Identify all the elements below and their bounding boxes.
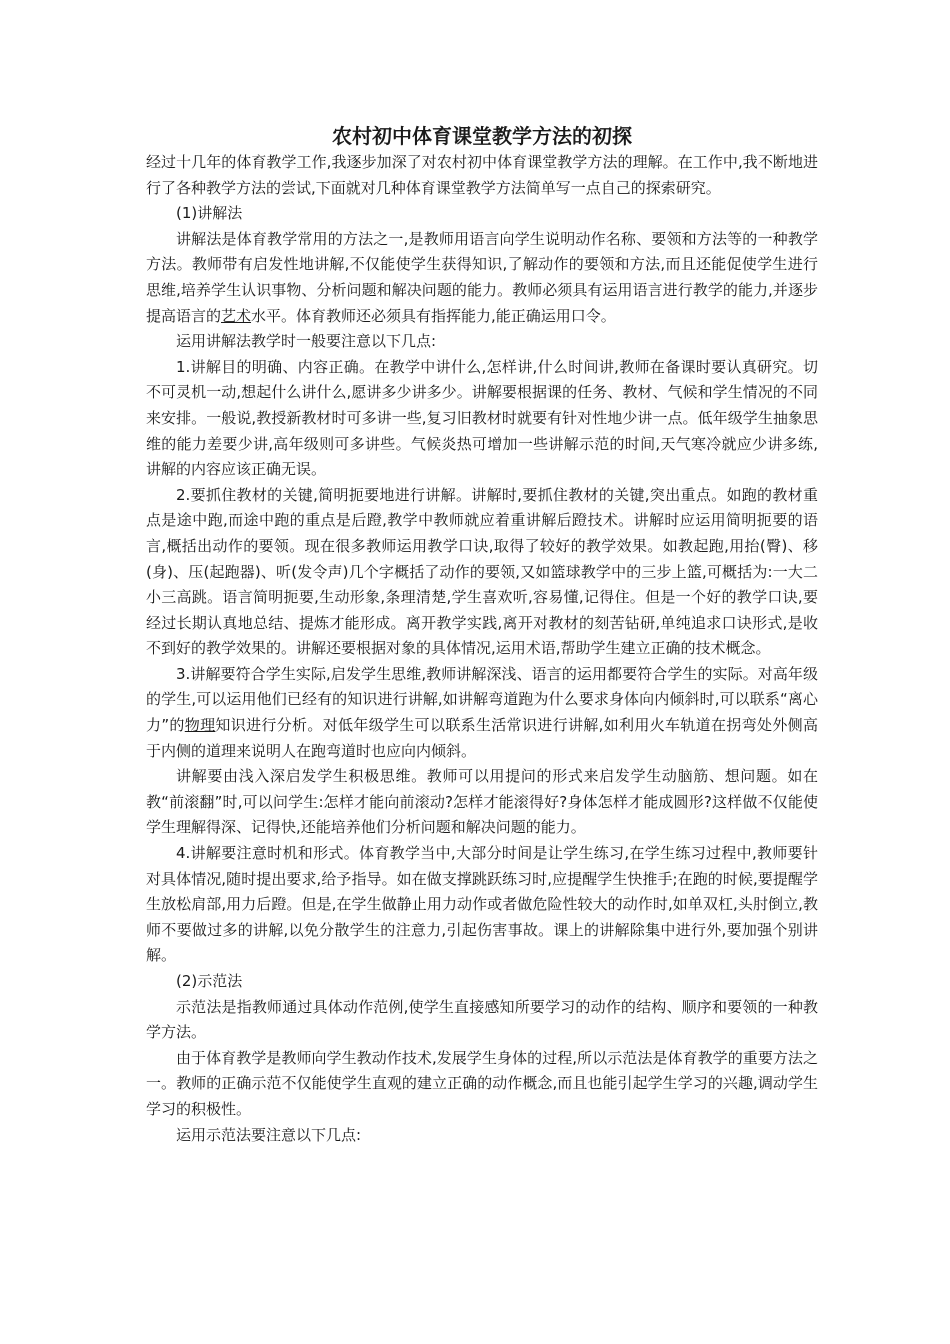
- paragraph-point-1: [146, 355, 818, 483]
- paragraph-text: 示范法是指教师通过具体动作范例,使学生直接感知所要学习的动作的结构、顺序和要领的一种教学方法。: [146, 997, 818, 1042]
- paragraph-text: 4.讲解要注意时机和形式。体育教学当中,大部分时间是让学生练习,在学生练习过程中,教师要针对具体情况,随时提出要求,给予指导。如在做支撑跳跃练习时,应提醒学生快推手;在跑的时候,要提醒学生放松肩部,用力后蹬。但是,在学生做静止用力动作或者做危险性较大的动作时,如单双杠,头肘倒立,教师不要做过多的讲解,以免分散学生的注意力,引起伤害事故。课上的讲解除集中进行外,要加强个别讲解。: [146, 844, 818, 965]
- paragraph-explanation-definition: [146, 227, 818, 329]
- paragraph-demonstration-importance: [146, 1046, 818, 1123]
- section-heading-explanation: [146, 201, 818, 227]
- paragraph-text: 2.要抓住教材的关键,简明扼要地进行讲解。讲解时,要抓住教材的关键,突出重点。如跑的教材重点是途中跑,而途中跑的重点是后蹬,教学中教师就应着重讲解后蹬技术。讲解时应运用简明扼要的语言,概括出动作的要领。现在很多教师运用教学口诀,取得了较好的教学效果。如教起跑,用抬(臀)、移(身)、压(起跑器)、听(发令声)几个字概括了动作的要领,又如篮球教学中的三步上篮,可概括为:一大二小三高跳。语言简明扼要,生动形象,条理清楚,学生喜欢听,容易懂,记得住。但是一个好的教学口诀,要经过长期认真地总结、提炼才能形成。离开教学实践,离开对教材的刻苦钻研,单纯追求口诀形式,是收不到好的教学效果的。讲解还要根据对象的具体情况,运用术语,帮助学生建立正确的技术概念。: [146, 485, 818, 658]
- paragraph-demonstration-notes: [146, 1123, 818, 1149]
- paragraph-demonstration-definition: [146, 995, 818, 1046]
- paragraph-text: 讲解要由浅入深启发学生积极思维。教师可以用提问的形式来启发学生动脑筋、想问题。如在教“前滚翻”时,可以问学生:怎样才能向前滚动?怎样才能滚得好?身体怎样才能成圆形?这样做不仅能使学生理解得深、记得快,还能培养他们分析问题和解决问题的能力。: [146, 767, 818, 837]
- link-physics[interactable]: 物理: [184, 716, 216, 735]
- paragraph-text: 1.讲解目的明确、内容正确。在教学中讲什么,怎样讲,什么时间讲,教师在备课时要认真研究。切不可灵机一动,想起什么讲什么,愿讲多少讲多少。讲解要根据课的任务、教材、气候和学生情况的不同来安排。一般说,教授新教材时可多讲一些,复习旧教材时就要有针对性地少讲一点。低年级学生抽象思维的能力差要少讲,高年级则可多讲些。气候炎热可增加一些讲解示范的时间,天气寒冷就应少讲多练,讲解的内容应该正确无误。: [146, 357, 818, 479]
- paragraph-text: (2)示范法: [176, 972, 243, 990]
- paragraph-text: 3.讲解要符合学生实际,启发学生思维,教师讲解深浅、语言的运用都要符合学生的实际。对高年级的学生,可以运用他们已经有的知识进行讲解,如讲解弯道跑为什么要求身体向内倾斜时,可以联系“离心力”的: [146, 664, 818, 735]
- paragraph-text: 讲解法是体育教学常用的方法之一,是教师用语言向学生说明动作名称、要领和方法等的一种教学方法。教师带有启发性地讲解,不仅能使学生获得知识,了解动作的要领和方法,而且还能促使学生进行思维,培养学生认识事物、分析问题和解决问题的能力。教师必须具有运用语言进行教学的能力,并逐步提高语言的: [146, 229, 818, 325]
- paragraph-explanation-notes: [146, 329, 818, 355]
- paragraph-point-2: [146, 483, 818, 662]
- paragraph-text: 经过十几年的体育教学工作,我逐步加深了对农村初中体育课堂教学方法的理解。在工作中,我不断地进行了各种教学方法的尝试,下面就对几种体育课堂教学方法简单写一点自己的探索研究。: [146, 153, 818, 197]
- paragraph-text: 水平。体育教师还必须具有指挥能力,能正确运用口令。: [251, 306, 616, 325]
- paragraph-point-4: [146, 841, 818, 969]
- paragraph-point-3: [146, 662, 818, 764]
- section-heading-demonstration: [146, 969, 818, 995]
- paragraph-text: 知识进行分析。对低年级学生可以联系生活常识进行讲解,如利用火车轨道在拐弯处外侧高于内侧的道理来说明人在跑弯道时也应向内倾斜。: [146, 716, 818, 760]
- paragraph-text: 运用示范法要注意以下几点:: [176, 1125, 362, 1144]
- paragraph-intro: [146, 150, 818, 201]
- document-page: [146, 122, 818, 1148]
- document-title: 农村初中体育课堂教学方法的初探: [332, 124, 632, 148]
- paragraph-text: 由于体育教学是教师向学生教动作技术,发展学生身体的过程,所以示范法是体育教学的重要方法之一。教师的正确示范不仅能使学生直观的建立正确的动作概念,而且也能引起学生学习的兴趣,调动学生学习的积极性。: [146, 1048, 818, 1118]
- link-art[interactable]: 艺术: [221, 306, 252, 325]
- paragraph-text: (1)讲解法: [176, 204, 243, 223]
- paragraph-text: 运用讲解法教学时一般要注意以下几点:: [176, 332, 437, 351]
- paragraph-point-3-cont: [146, 764, 818, 841]
